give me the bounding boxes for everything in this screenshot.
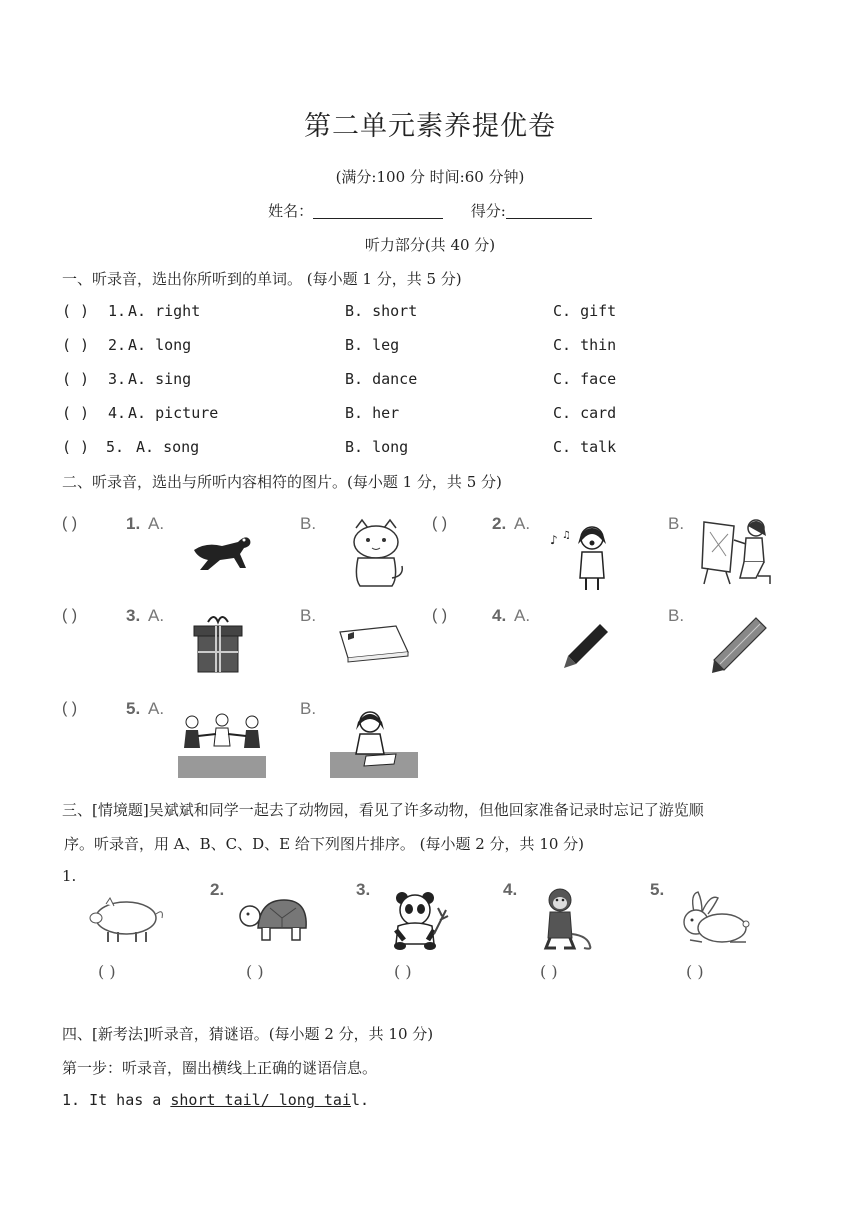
option-a-label: A.: [514, 606, 531, 625]
question-number: 5.: [106, 438, 125, 456]
page-title: 第二单元素养提优卷: [304, 111, 556, 142]
option-a: A. sing: [128, 370, 192, 388]
question-number: 4.: [108, 404, 127, 422]
answer-bracket[interactable]: ( ): [62, 607, 78, 624]
option-a: A. song: [136, 438, 200, 456]
s1-row-2: [62, 336, 762, 358]
riddle-suffix: l.: [351, 1091, 370, 1109]
score-blank[interactable]: [506, 202, 592, 219]
painting-girl-icon[interactable]: [700, 516, 774, 588]
black-pen-icon[interactable]: [562, 622, 610, 670]
name-label: 姓名：: [268, 202, 314, 220]
answer-bracket[interactable]: ( ): [62, 336, 90, 354]
option-b-label: B.: [300, 606, 317, 625]
rabbit-icon[interactable]: [676, 890, 752, 948]
s1-row-3: [62, 370, 762, 392]
playing-children-icon[interactable]: [178, 712, 266, 778]
option-a-label: A.: [148, 514, 165, 533]
option-a-label: A.: [148, 606, 165, 625]
pig-icon[interactable]: [88, 896, 168, 946]
section1-heading: 一、听录音，选出你所听到的单词。 (每小题 1 分，共 5 分): [62, 270, 462, 288]
gift-box-icon[interactable]: [188, 612, 248, 676]
section3-heading-line1: 三、[情境题]吴斌斌和同学一起去了动物园，看见了许多动物，但他回家准备记录时忘记了游览顺: [62, 801, 704, 819]
answer-bracket[interactable]: ( ): [62, 438, 90, 456]
option-a: A. long: [128, 336, 192, 354]
option-b: B. dance: [345, 370, 418, 388]
question-number: 4.: [492, 606, 507, 625]
option-b-label: B.: [668, 514, 685, 533]
option-c: C. thin: [553, 336, 617, 354]
answer-bracket[interactable]: ( ): [62, 370, 90, 388]
panda-icon[interactable]: [388, 890, 450, 952]
section4-step1: 第一步：听录音，圈出横线上正确的谜语信息。: [62, 1059, 378, 1077]
question-number: 2.: [108, 336, 127, 354]
answer-bracket[interactable]: ( ): [540, 962, 558, 981]
option-a-label: A.: [514, 514, 531, 533]
option-c: C. gift: [553, 302, 617, 320]
option-a-label: A.: [148, 699, 165, 718]
listening-part-heading: 听力部分(共 40 分): [364, 236, 496, 254]
sitting-cat-icon[interactable]: [346, 518, 406, 590]
option-b: B. long: [345, 438, 409, 456]
option-b: B. short: [345, 302, 418, 320]
answer-bracket[interactable]: ( ): [246, 962, 264, 981]
question-number: 5.: [650, 880, 665, 899]
question-number: 3.: [108, 370, 127, 388]
name-score-bar: [0, 200, 860, 221]
question-number: 4.: [503, 880, 518, 899]
option-c: C. face: [553, 370, 617, 388]
answer-bracket[interactable]: ( ): [432, 607, 448, 624]
singing-girl-icon[interactable]: [548, 520, 620, 592]
drawing-girl-icon[interactable]: [330, 708, 418, 778]
option-b: B. her: [345, 404, 400, 422]
svg-text:♫: ♫: [562, 530, 571, 541]
option-c: C. talk: [553, 438, 617, 456]
answer-bracket[interactable]: ( ): [62, 302, 90, 320]
svg-text:♪: ♪: [550, 533, 558, 547]
option-b-label: B.: [668, 606, 685, 625]
answer-bracket[interactable]: ( ): [686, 962, 704, 981]
section3-heading-line2: 序。听录音，用 A、B、C、D、E 给下列图片排序。 (每小题 2 分，共 10 分): [64, 835, 585, 853]
answer-bracket[interactable]: ( ): [62, 700, 78, 717]
question-number: 1.: [126, 514, 141, 533]
answer-bracket[interactable]: ( ): [62, 515, 78, 532]
question-number: 3.: [126, 606, 141, 625]
option-a: A. picture: [128, 404, 219, 422]
turtle-icon[interactable]: [238, 894, 310, 946]
section2-heading: 二、听录音，选出与所听内容相符的图片。(每小题 1 分，共 5 分): [62, 473, 502, 491]
option-b: B. leg: [345, 336, 400, 354]
card-icon[interactable]: [338, 624, 410, 664]
question-number: 5.: [126, 699, 141, 718]
question-number: 2.: [210, 880, 225, 899]
question-number: 3.: [356, 880, 371, 899]
question-number: 1.: [62, 867, 77, 885]
option-a: A. right: [128, 302, 201, 320]
riddle-options[interactable]: short tail/ long tai: [170, 1091, 351, 1109]
name-blank[interactable]: [313, 202, 443, 219]
section4-heading: 四、[新考法]听录音，猜谜语。(每小题 2 分，共 10 分): [62, 1025, 434, 1043]
option-b-label: B.: [300, 514, 317, 533]
question-number: 1.: [108, 302, 127, 320]
riddle-question-1: [62, 1091, 369, 1109]
s1-row-5: [62, 438, 762, 460]
monkey-icon[interactable]: [540, 886, 596, 952]
answer-bracket[interactable]: ( ): [394, 962, 412, 981]
question-number: 2.: [492, 514, 507, 533]
s1-row-1: [62, 302, 762, 324]
running-dog-icon[interactable]: [186, 520, 256, 580]
pencil-icon[interactable]: [710, 616, 768, 674]
exam-info: (满分:100 分 时间:60 分钟): [335, 168, 525, 186]
riddle-prefix: 1. It has a: [62, 1091, 171, 1109]
option-b-label: B.: [300, 699, 317, 718]
answer-bracket[interactable]: ( ): [98, 962, 116, 981]
s1-row-4: [62, 404, 762, 426]
answer-bracket[interactable]: ( ): [432, 515, 448, 532]
option-c: C. card: [553, 404, 617, 422]
answer-bracket[interactable]: ( ): [62, 404, 90, 422]
score-label: 得分:: [470, 202, 506, 220]
